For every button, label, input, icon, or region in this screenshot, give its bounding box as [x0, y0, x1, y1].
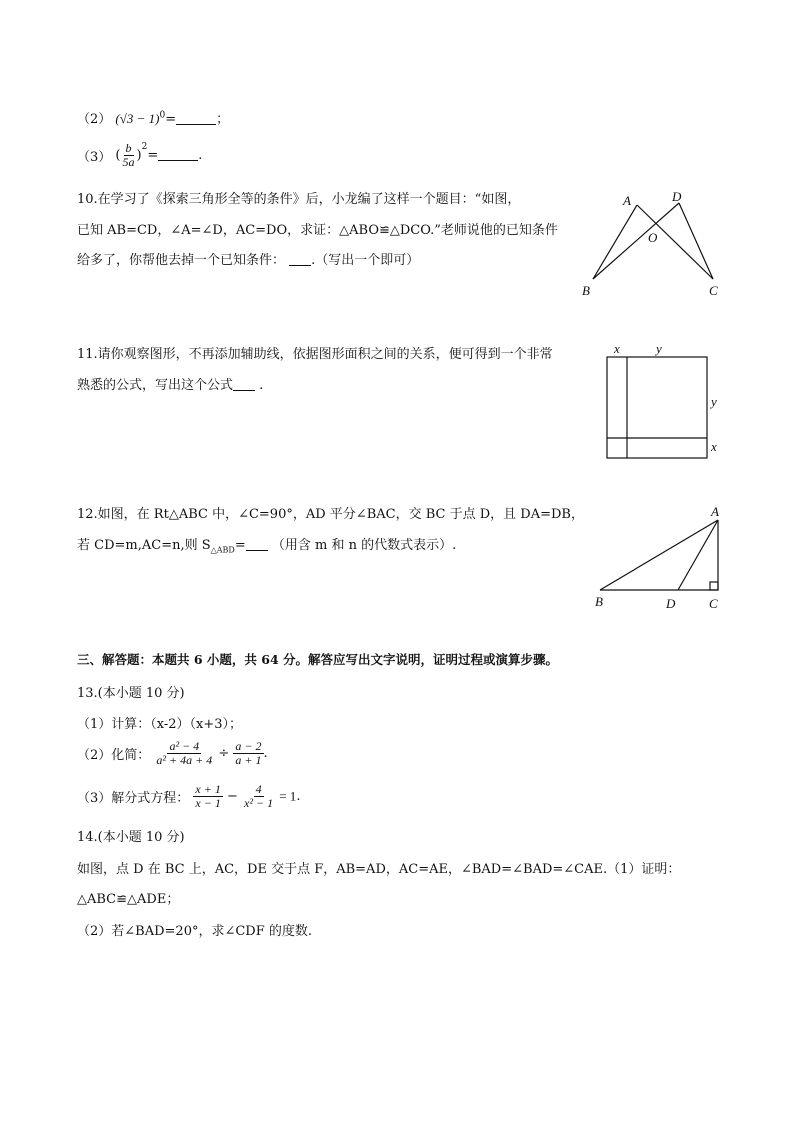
- label-d: D: [672, 189, 682, 204]
- label-right-y: y: [711, 394, 717, 409]
- q9-part3-answer-blank[interactable]: [158, 148, 198, 161]
- q9-part3-fraction: $\frac{b}{5a}$: [122, 141, 135, 169]
- label-d: D: [666, 596, 676, 611]
- q10-line3: 给多了，你帮他去掉一个已知条件： .（写出一个即可）: [77, 253, 420, 268]
- q11-line1: 11.请你观察图形，不再添加辅助线，依据图形面积之间的关系，便可得到一个非常: [77, 347, 553, 362]
- label-top-y: y: [656, 341, 662, 356]
- q12-line2: 若 CD=m,AC=n,则 $S_{\triangle ABD}=$ （用含 m 和 n 的代数式表示）.: [77, 538, 457, 555]
- q14-line3: （2）若∠BAD=20°，求∠CDF 的度数.: [77, 924, 313, 939]
- q13-part2-fraction2: $\frac{a - 2}{a + 1}$: [235, 739, 262, 767]
- q10-line2: 已知 AB=CD，∠A=∠D，AC=DO，求证：△ABO≌△DCO.”老师说他的已知条件: [77, 223, 558, 238]
- section-heading-answers: 三、解答题：本题共 6 小题，共 64 分。解答应写出文字说明，证明过程或演算步骤。: [77, 652, 559, 667]
- q14-line2: △ABC≌△ADE；: [77, 892, 180, 907]
- q13-part1: （1）计算：（x-2）（x+3）；: [77, 717, 243, 732]
- q13-part3-fraction1: $\frac{x + 1}{x - 1}$: [195, 782, 221, 810]
- label-o: O: [648, 230, 658, 245]
- q14-line1: 如图，点 D 在 BC 上，AC，DE 交于点 F，AB=AD，AC=AE，∠BAD=∠BAD=∠CAE.（1）证明：: [77, 862, 681, 877]
- segment-ab: [593, 205, 637, 279]
- q13-part2: （2）化简： $\frac{\text{a² − 4}}{\text{a² + 4a + 4}}$ ÷ $\frac{a - 2}{a + 1}$ .: [77, 739, 268, 767]
- q13-part3: （3）解分式方程： $\frac{x + 1}{x - 1}$ − $\frac{4}{\text{x² − 1}}$ = 1.: [77, 782, 301, 810]
- q10-answer-blank[interactable]: [289, 253, 311, 266]
- q9-part3: （3） ( $\frac{b}{5a}$ )$^2$= .: [77, 141, 203, 169]
- q11-figure-square-diagram: [600, 340, 730, 465]
- label-b: B: [595, 594, 603, 609]
- q12-answer-blank[interactable]: [246, 538, 268, 551]
- label-a: A: [711, 504, 719, 519]
- q11-answer-blank[interactable]: [233, 378, 255, 391]
- segment-ab: [600, 520, 718, 590]
- q13-title: 13.(本小题 10 分): [77, 686, 185, 701]
- label-top-x: x: [614, 341, 620, 356]
- segment-ad: [678, 520, 718, 590]
- q10-figure-crossed-triangles: [575, 185, 735, 305]
- outer-square: [607, 357, 707, 458]
- segment-dc: [679, 203, 713, 279]
- q12-line1: 12.如图，在 Rt△ABC 中，∠C=90°，AD 平分∠BAC，交 BC 于点 D，且 DA=DB，: [77, 507, 584, 522]
- label-a: A: [623, 193, 631, 208]
- segment-db: [593, 203, 679, 279]
- label-c: C: [709, 283, 718, 298]
- label-b: B: [582, 283, 590, 298]
- q13-part2-fraction1: $\frac{\text{a² − 4}}{\text{a² + 4a + 4}}$: [156, 739, 213, 767]
- q10-line1: 10.在学习了《探索三角形全等的条件》后，小龙编了这样一个题目：“如图，: [77, 192, 521, 207]
- q9-part2-answer-blank[interactable]: [176, 112, 216, 125]
- q13-part3-fraction2: $\frac{4}{\text{x² − 1}}$: [244, 782, 274, 810]
- right-angle-mark: [710, 582, 718, 590]
- label-right-x: x: [711, 439, 717, 454]
- q9-part2: （2） $(√3 - 1)^0=$ ；: [77, 110, 230, 127]
- q14-title: 14.(本小题 10 分): [77, 830, 185, 845]
- q11-line2: 熟悉的公式，写出这个公式 .: [77, 378, 264, 393]
- q12-figure-right-triangle: [588, 500, 728, 615]
- label-c: C: [709, 596, 718, 611]
